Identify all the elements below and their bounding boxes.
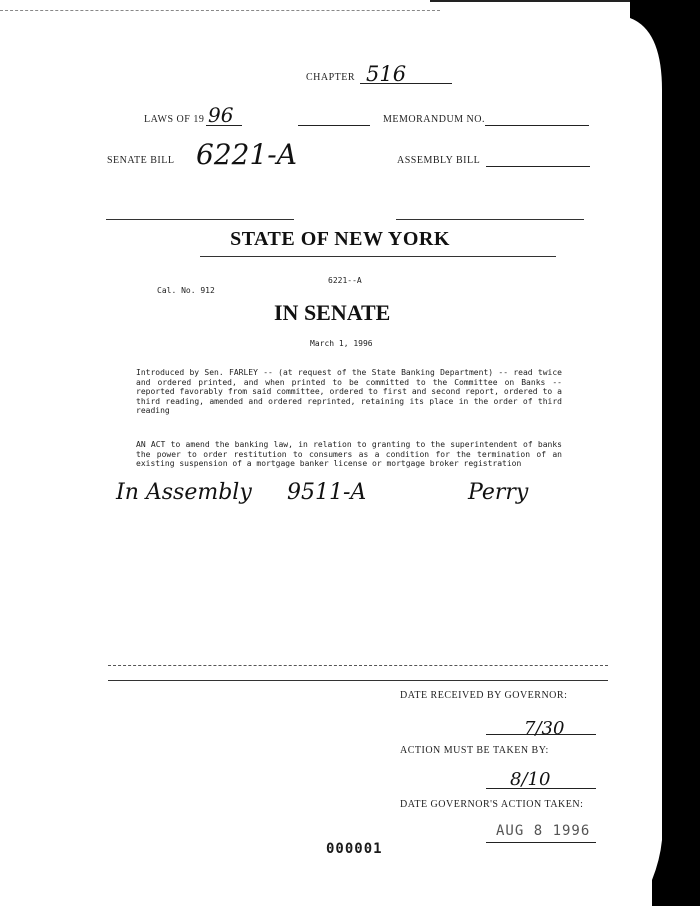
cal-number: Cal. No. 912 <box>157 286 215 295</box>
memo-line <box>485 112 589 126</box>
chamber-title: IN SENATE <box>274 300 391 325</box>
date-received-value: 7/30 <box>524 718 565 739</box>
bill-number: 6221--A <box>328 276 362 285</box>
scan-edge-shadow <box>630 0 700 906</box>
action-taken-stamp: AUG 8 1996 <box>496 823 591 839</box>
chapter-label: CHAPTER <box>306 72 356 83</box>
handwritten-assembly-number: 9511-A <box>287 480 367 505</box>
introduced-paragraph: Introduced by Sen. FARLEY -- (at request of the State Banking Department) -- read twice and ordered printed, and when printed to be committed to the Committee on Banks -- reported favorably from said committee, ordered to first and second report, ordered to a third reading, amended and ordered reprinted, retaining its place in the order of third reading <box>136 368 562 416</box>
senate-bill-label: SENATE BILL <box>107 155 175 166</box>
bill-date: March 1, 1996 <box>310 339 373 348</box>
assembly-bill-label: ASSEMBLY BILL <box>397 155 481 166</box>
assembly-bill-line <box>486 153 590 167</box>
lower-separator-1 <box>108 665 608 666</box>
act-paragraph: AN ACT to amend the banking law, in relation to granting to the superintendent of banks the power to order restitution to consumers as a condition for the termination of an existing suspension of a mortgage banker license or mortgage broker registration <box>136 440 562 469</box>
date-received-label: DATE RECEIVED BY GOVERNOR: <box>400 690 568 701</box>
handwritten-assembly: In Assembly <box>116 480 252 505</box>
memo-leading-line <box>298 112 370 126</box>
laws-value: 96 <box>208 103 234 127</box>
action-taken-label: DATE GOVERNOR'S ACTION TAKEN: <box>400 799 584 810</box>
laws-label: LAWS OF 19 <box>144 114 205 125</box>
title-underline <box>200 256 556 257</box>
page-id: 000001 <box>326 841 383 857</box>
chapter-value: 516 <box>366 62 407 86</box>
handwritten-sponsor: Perry <box>468 480 529 505</box>
top-scan-bar <box>430 0 640 2</box>
lower-separator-2 <box>108 680 608 681</box>
separator-left <box>106 219 294 220</box>
memo-label: MEMORANDUM NO. <box>383 114 486 125</box>
action-must-value: 8/10 <box>510 769 551 790</box>
top-scan-line <box>0 10 440 11</box>
state-title: STATE OF NEW YORK <box>230 228 450 250</box>
action-must-label: ACTION MUST BE TAKEN BY: <box>400 745 549 756</box>
senate-bill-value: 6221-A <box>196 138 297 171</box>
separator-right <box>396 219 584 220</box>
